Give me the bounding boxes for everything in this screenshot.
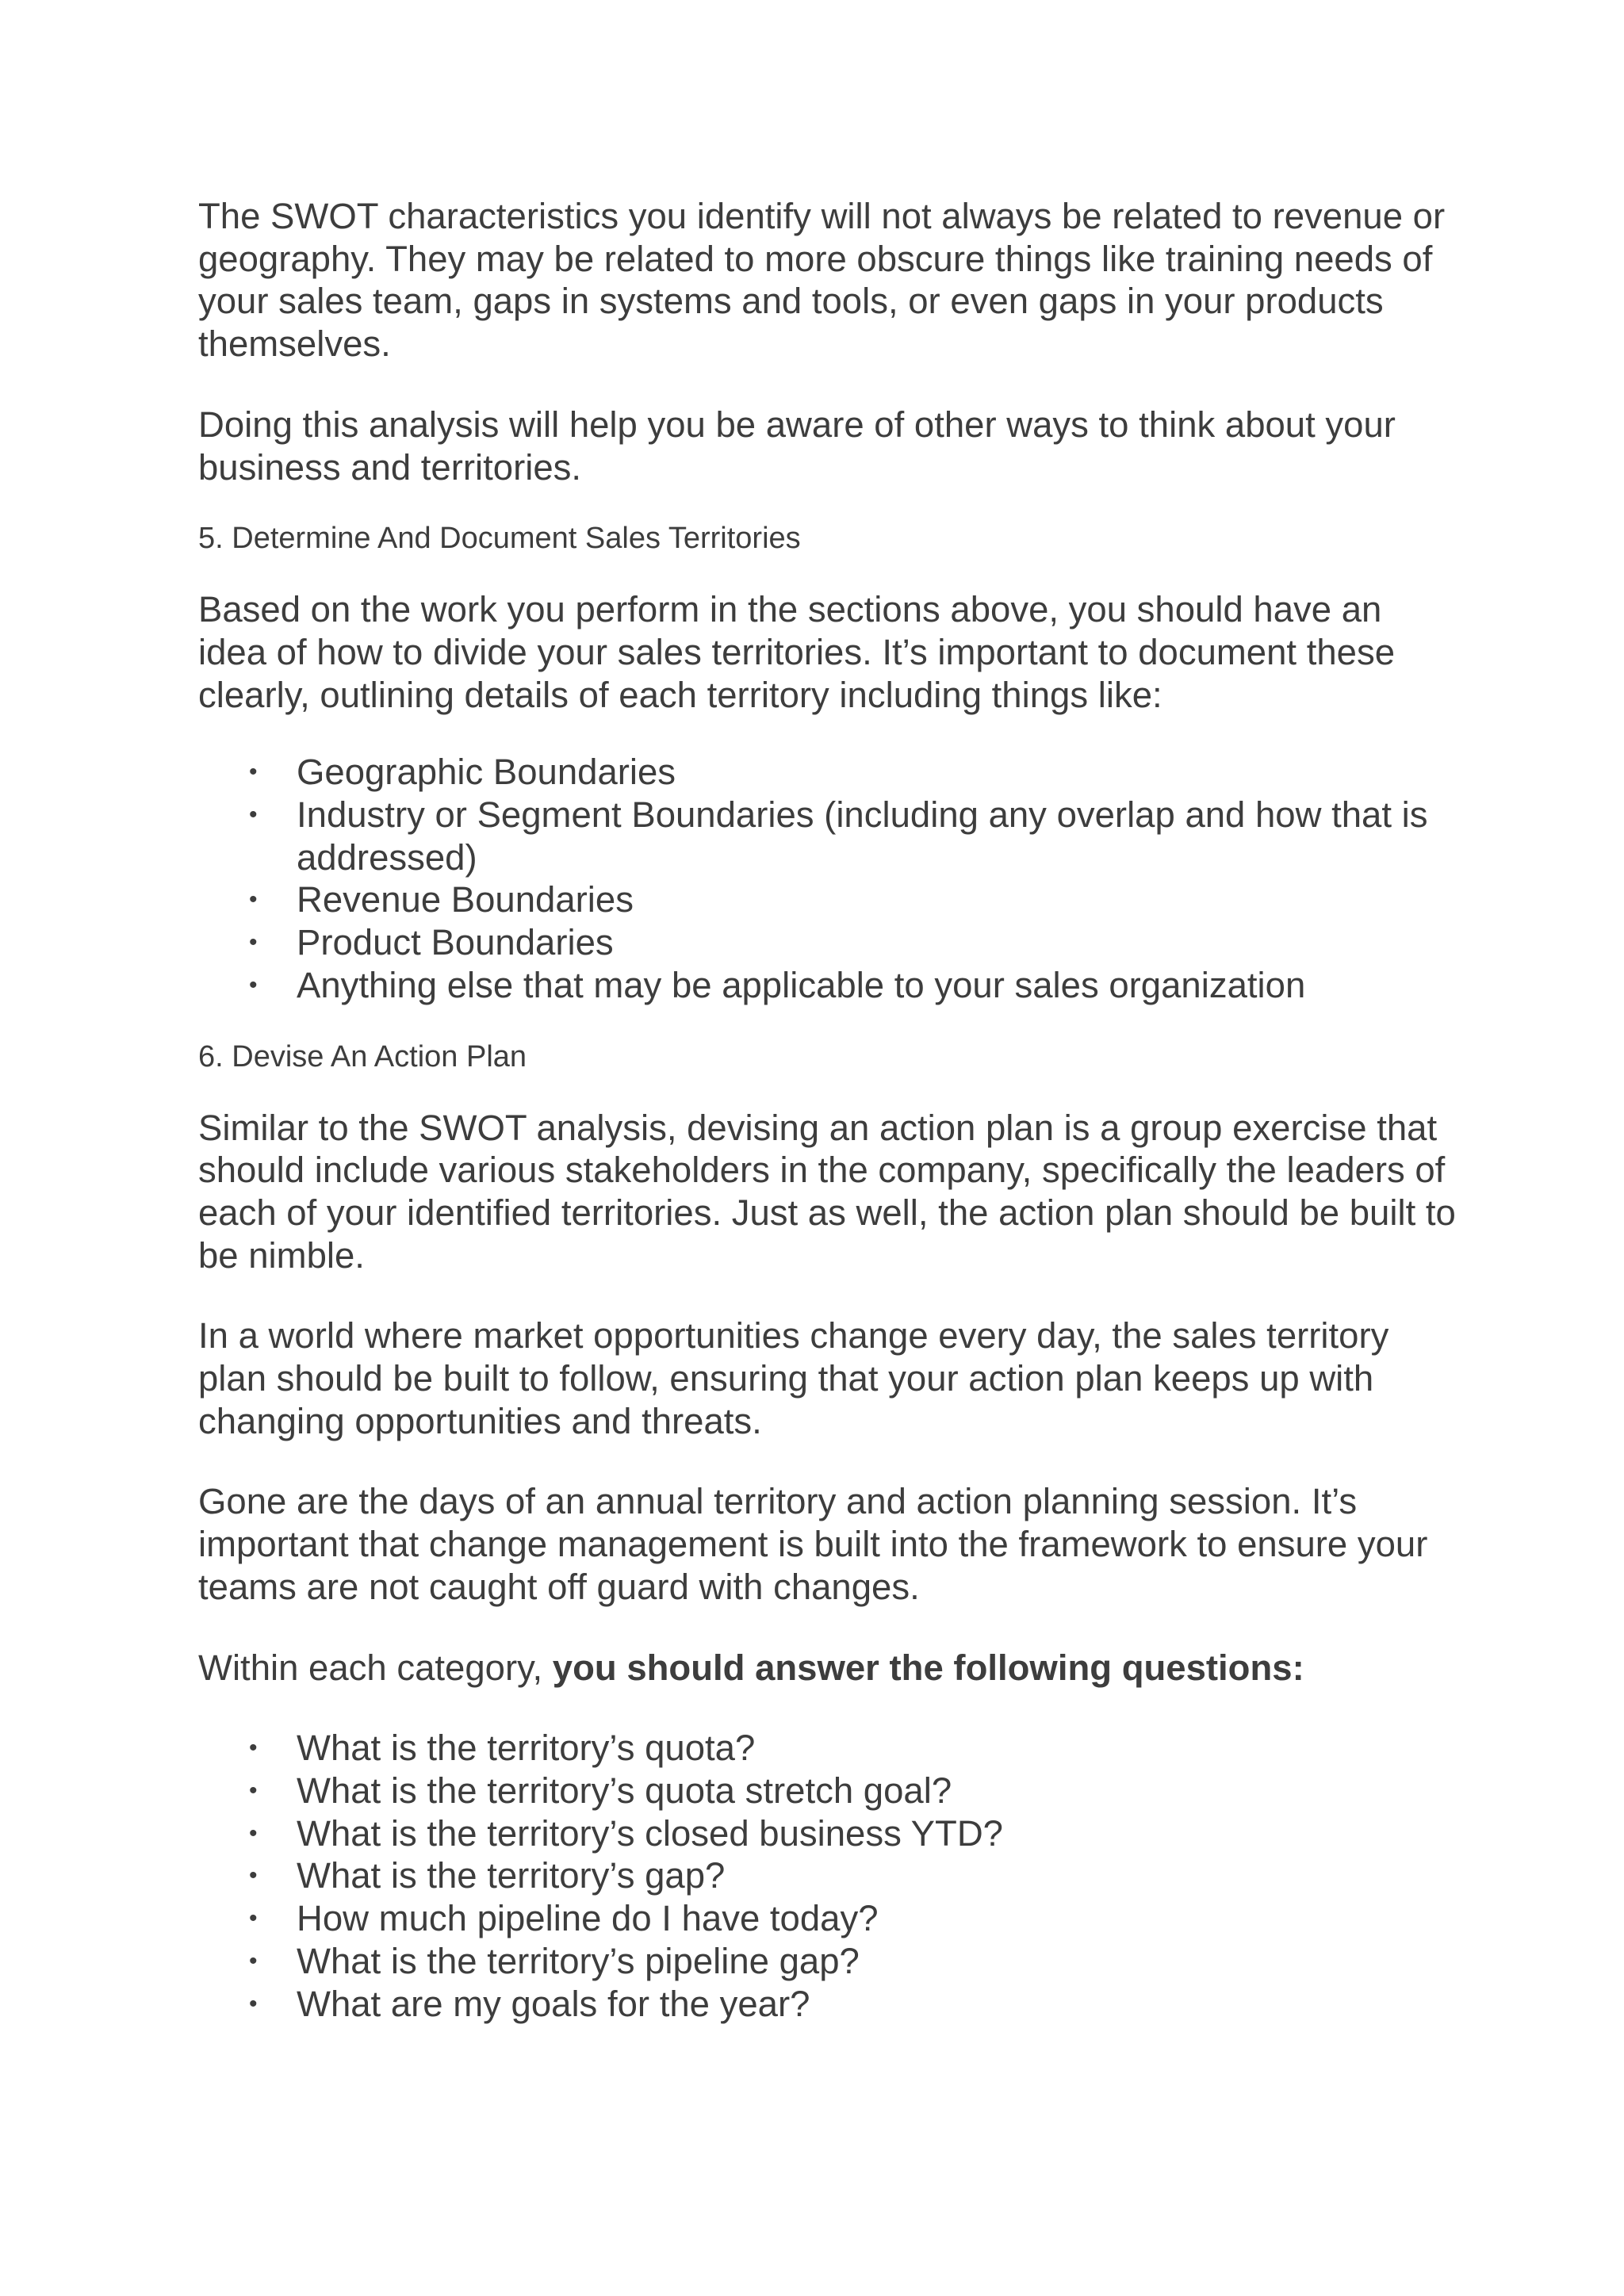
bullet-icon: •	[249, 1820, 258, 1846]
bullet-icon: •	[249, 759, 258, 786]
list-item	[198, 794, 1478, 878]
list-item-text: Geographic Boundaries	[297, 752, 676, 793]
heading-devise-action-plan: 6. Devise An Action Plan	[198, 1039, 527, 1073]
document-page	[198, 195, 1459, 2025]
bullet-icon: •	[249, 1947, 258, 1974]
list-item	[198, 1770, 1478, 1812]
bullet-icon: •	[249, 802, 258, 828]
list-item-text: What is the territory’s quota stretch goal?	[297, 1770, 952, 1811]
bullet-icon: •	[249, 929, 258, 956]
paragraph-change-management: Gone are the days of an annual territory and action planning session. It’s important that change management is built into the framework to ensure your teams are not caught off guard with changes.	[198, 1481, 1428, 1607]
list-item	[198, 1812, 1478, 1855]
list-item-text: How much pipeline do I have today?	[297, 1898, 879, 1939]
list-item	[198, 1854, 1478, 1897]
questions-intro-lead: Within each category,	[198, 1647, 553, 1688]
list-item-text: Industry or Segment Boundaries (including any overlap and how that is addressed)	[297, 794, 1428, 878]
list-item	[198, 1897, 1478, 1940]
list-item-text: What is the territory’s closed business YTD?	[297, 1812, 1003, 1854]
bullet-icon: •	[249, 1990, 258, 2017]
list-item-text: Revenue Boundaries	[297, 879, 634, 920]
bullet-icon: •	[249, 1862, 258, 1889]
list-item	[198, 751, 1478, 794]
list-item-text: What is the territory’s pipeline gap?	[297, 1940, 860, 1981]
list-item-text: What are my goals for the year?	[297, 1983, 810, 2024]
heading-determine-document-territories: 5. Determine And Document Sales Territories	[198, 522, 801, 556]
paragraph-market-opportunities: In a world where market opportunities change every day, the sales territory plan should be built to follow, ensuring that your action plan keeps up with changing opportunities and threats.	[198, 1315, 1389, 1441]
list-item	[198, 1940, 1478, 1983]
paragraph-action-plan-group-exercise: Similar to the SWOT analysis, devising an action plan is a group exercise that should include various stakeholders in the company, specifically the leaders of each of your identified territories. Just as well, the action plan should be built to be nimble.	[198, 1107, 1456, 1276]
questions-list	[198, 1727, 1459, 2025]
paragraph-swot-characteristics: The SWOT characteristics you identify will not always be related to revenue or geography. They may be related to more obscure things like training needs of your sales team, gaps in systems and tools, or even gaps in your products themselves.	[198, 196, 1446, 365]
list-item	[198, 921, 1478, 964]
bullet-icon: •	[249, 1777, 258, 1804]
list-item	[198, 878, 1478, 921]
list-item-text: What is the territory’s gap?	[297, 1855, 726, 1896]
paragraph-document-territories: Based on the work you perform in the sections above, you should have an idea of how to divide your sales territories. It’s important to document these clearly, outlining details of each territory including things like:	[198, 589, 1396, 715]
list-item	[198, 1983, 1478, 2026]
bullet-icon: •	[249, 971, 258, 998]
bullet-icon: •	[249, 1735, 258, 1762]
paragraph-analysis-awareness: Doing this analysis will help you be aware of other ways to think about your business and territories.	[198, 404, 1396, 488]
list-item-text: What is the territory’s quota?	[297, 1728, 756, 1769]
paragraph-questions-intro	[198, 1647, 1459, 1689]
questions-intro-bold: you should answer the following questions:	[552, 1647, 1304, 1688]
bullet-icon: •	[249, 1905, 258, 1932]
boundaries-list	[198, 751, 1459, 1006]
list-item-text: Anything else that may be applicable to your sales organization	[297, 964, 1306, 1005]
list-item	[198, 1727, 1478, 1770]
list-item-text: Product Boundaries	[297, 922, 614, 963]
list-item	[198, 964, 1478, 1007]
bullet-icon: •	[249, 886, 258, 913]
